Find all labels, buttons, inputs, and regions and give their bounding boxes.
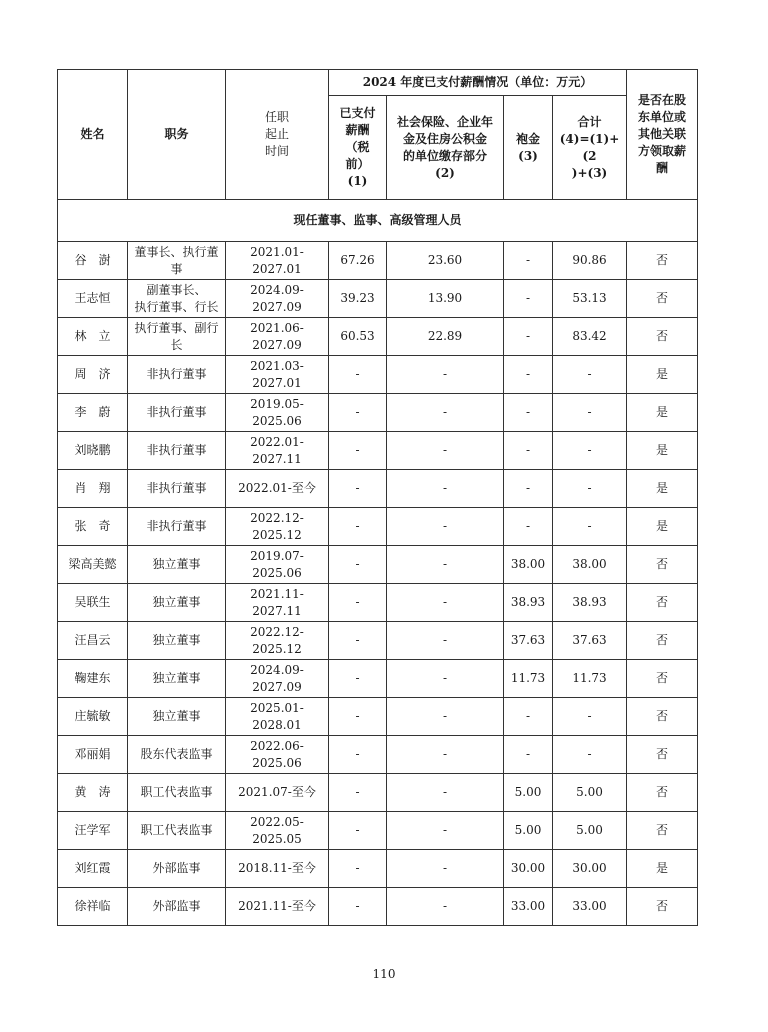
cell-position: 独立董事 bbox=[128, 546, 226, 584]
header-name: 姓名 bbox=[58, 70, 128, 200]
cell-salary: - bbox=[329, 698, 387, 736]
cell-position: 职工代表监事 bbox=[128, 812, 226, 850]
cell-name: 张 奇 bbox=[58, 508, 128, 546]
cell-salary: - bbox=[329, 850, 387, 888]
cell-term: 2025.01-2028.01 bbox=[226, 698, 329, 736]
cell-name: 李 蔚 bbox=[58, 394, 128, 432]
cell-insurance: - bbox=[387, 850, 504, 888]
cell-total: - bbox=[553, 470, 627, 508]
cell-term: 2022.01-2027.11 bbox=[226, 432, 329, 470]
cell-name: 邓丽娟 bbox=[58, 736, 128, 774]
cell-salary: - bbox=[329, 546, 387, 584]
cell-position: 执行董事、副行 长 bbox=[128, 318, 226, 356]
cell-total: 30.00 bbox=[553, 850, 627, 888]
cell-term: 2022.12-2025.12 bbox=[226, 508, 329, 546]
table-row bbox=[58, 318, 698, 356]
table-row bbox=[58, 280, 698, 318]
cell-total: 53.13 bbox=[553, 280, 627, 318]
header-fee: 袍金 (3) bbox=[504, 96, 553, 200]
cell-related: 否 bbox=[627, 774, 698, 812]
cell-related: 否 bbox=[627, 888, 698, 926]
cell-salary: - bbox=[329, 584, 387, 622]
cell-name: 周 济 bbox=[58, 356, 128, 394]
header-insurance: 社会保险、企业年 金及住房公积金 的单位缴存部分 (2) bbox=[387, 96, 504, 200]
cell-insurance: - bbox=[387, 470, 504, 508]
cell-fee: - bbox=[504, 698, 553, 736]
cell-term: 2021.03-2027.01 bbox=[226, 356, 329, 394]
cell-salary: - bbox=[329, 774, 387, 812]
cell-related: 是 bbox=[627, 432, 698, 470]
cell-position: 非执行董事 bbox=[128, 356, 226, 394]
table-row bbox=[58, 888, 698, 926]
cell-term: 2022.05-2025.05 bbox=[226, 812, 329, 850]
table-row bbox=[58, 470, 698, 508]
compensation-table bbox=[57, 69, 698, 926]
cell-position: 外部监事 bbox=[128, 850, 226, 888]
cell-salary: - bbox=[329, 622, 387, 660]
table-row bbox=[58, 242, 698, 280]
cell-position: 独立董事 bbox=[128, 698, 226, 736]
cell-salary: - bbox=[329, 356, 387, 394]
section-title: 现任董事、监事、高级管理人员 bbox=[58, 200, 698, 242]
cell-related: 是 bbox=[627, 356, 698, 394]
cell-name: 黄 涛 bbox=[58, 774, 128, 812]
table-row bbox=[58, 698, 698, 736]
cell-insurance: - bbox=[387, 698, 504, 736]
cell-name: 肖 翔 bbox=[58, 470, 128, 508]
cell-name: 刘晓鹏 bbox=[58, 432, 128, 470]
cell-salary: - bbox=[329, 736, 387, 774]
cell-salary: - bbox=[329, 888, 387, 926]
cell-position: 非执行董事 bbox=[128, 508, 226, 546]
cell-insurance: - bbox=[387, 394, 504, 432]
cell-fee: 30.00 bbox=[504, 850, 553, 888]
cell-position: 职工代表监事 bbox=[128, 774, 226, 812]
cell-insurance: - bbox=[387, 660, 504, 698]
cell-term: 2019.05-2025.06 bbox=[226, 394, 329, 432]
cell-name: 汪学军 bbox=[58, 812, 128, 850]
cell-salary: - bbox=[329, 432, 387, 470]
cell-fee: - bbox=[504, 356, 553, 394]
cell-total: - bbox=[553, 508, 627, 546]
cell-fee: - bbox=[504, 318, 553, 356]
cell-related: 否 bbox=[627, 546, 698, 584]
cell-term: 2021.07-至今 bbox=[226, 774, 329, 812]
cell-related: 否 bbox=[627, 242, 698, 280]
table-row bbox=[58, 394, 698, 432]
cell-fee: - bbox=[504, 394, 553, 432]
cell-term: 2021.11-2027.11 bbox=[226, 584, 329, 622]
cell-position: 外部监事 bbox=[128, 888, 226, 926]
cell-total: 38.93 bbox=[553, 584, 627, 622]
cell-total: - bbox=[553, 356, 627, 394]
cell-total: 38.00 bbox=[553, 546, 627, 584]
cell-salary: - bbox=[329, 394, 387, 432]
table-row bbox=[58, 508, 698, 546]
cell-related: 否 bbox=[627, 622, 698, 660]
table-row bbox=[58, 660, 698, 698]
header-term: 任职 起止 时间 bbox=[226, 70, 329, 200]
cell-total: 37.63 bbox=[553, 622, 627, 660]
cell-total: 83.42 bbox=[553, 318, 627, 356]
cell-related: 是 bbox=[627, 470, 698, 508]
cell-term: 2024.09-2027.09 bbox=[226, 280, 329, 318]
cell-position: 非执行董事 bbox=[128, 470, 226, 508]
cell-position: 董事长、执行董 事 bbox=[128, 242, 226, 280]
cell-fee: 38.93 bbox=[504, 584, 553, 622]
cell-total: 11.73 bbox=[553, 660, 627, 698]
cell-salary: - bbox=[329, 812, 387, 850]
cell-fee: - bbox=[504, 432, 553, 470]
cell-name: 刘红霞 bbox=[58, 850, 128, 888]
cell-name: 吴联生 bbox=[58, 584, 128, 622]
cell-total: - bbox=[553, 394, 627, 432]
cell-name: 王志恒 bbox=[58, 280, 128, 318]
cell-insurance: 22.89 bbox=[387, 318, 504, 356]
table-row bbox=[58, 736, 698, 774]
header-salary: 已支付 薪酬 （税 前） (1) bbox=[329, 96, 387, 200]
cell-position: 非执行董事 bbox=[128, 394, 226, 432]
cell-name: 梁高美懿 bbox=[58, 546, 128, 584]
table-row bbox=[58, 850, 698, 888]
cell-position: 副董事长、 执行董事、行长 bbox=[128, 280, 226, 318]
cell-insurance: - bbox=[387, 774, 504, 812]
cell-position: 非执行董事 bbox=[128, 432, 226, 470]
cell-related: 否 bbox=[627, 280, 698, 318]
cell-name: 汪昌云 bbox=[58, 622, 128, 660]
table-row bbox=[58, 812, 698, 850]
cell-name: 林 立 bbox=[58, 318, 128, 356]
cell-fee: 11.73 bbox=[504, 660, 553, 698]
cell-position: 独立董事 bbox=[128, 622, 226, 660]
cell-fee: - bbox=[504, 280, 553, 318]
cell-related: 是 bbox=[627, 850, 698, 888]
cell-total: 90.86 bbox=[553, 242, 627, 280]
cell-salary: 60.53 bbox=[329, 318, 387, 356]
table-row bbox=[58, 432, 698, 470]
cell-insurance: - bbox=[387, 356, 504, 394]
cell-salary: 67.26 bbox=[329, 242, 387, 280]
cell-total: 5.00 bbox=[553, 774, 627, 812]
cell-term: 2019.07-2025.06 bbox=[226, 546, 329, 584]
cell-name: 鞠建东 bbox=[58, 660, 128, 698]
cell-related: 否 bbox=[627, 318, 698, 356]
cell-related: 是 bbox=[627, 508, 698, 546]
cell-position: 独立董事 bbox=[128, 584, 226, 622]
cell-related: 否 bbox=[627, 736, 698, 774]
cell-fee: 5.00 bbox=[504, 774, 553, 812]
cell-insurance: - bbox=[387, 432, 504, 470]
cell-term: 2022.12-2025.12 bbox=[226, 622, 329, 660]
header-total: 合计 (4)=(1)+(2 )+(3) bbox=[553, 96, 627, 200]
cell-name: 徐祥临 bbox=[58, 888, 128, 926]
cell-insurance: 13.90 bbox=[387, 280, 504, 318]
cell-fee: - bbox=[504, 242, 553, 280]
cell-insurance: - bbox=[387, 736, 504, 774]
cell-related: 否 bbox=[627, 812, 698, 850]
cell-term: 2021.06-2027.09 bbox=[226, 318, 329, 356]
cell-term: 2022.01-至今 bbox=[226, 470, 329, 508]
cell-position: 独立董事 bbox=[128, 660, 226, 698]
cell-term: 2021.11-至今 bbox=[226, 888, 329, 926]
cell-name: 庄毓敏 bbox=[58, 698, 128, 736]
cell-total: - bbox=[553, 736, 627, 774]
cell-insurance: - bbox=[387, 508, 504, 546]
table-row bbox=[58, 622, 698, 660]
cell-insurance: - bbox=[387, 622, 504, 660]
cell-related: 否 bbox=[627, 660, 698, 698]
cell-salary: - bbox=[329, 470, 387, 508]
cell-salary: 39.23 bbox=[329, 280, 387, 318]
cell-name: 谷 澍 bbox=[58, 242, 128, 280]
cell-term: 2021.01-2027.01 bbox=[226, 242, 329, 280]
header-group-title: 2024 年度已支付薪酬情况（单位：万元） bbox=[329, 70, 627, 96]
cell-position: 股东代表监事 bbox=[128, 736, 226, 774]
table-row bbox=[58, 584, 698, 622]
table-row bbox=[58, 356, 698, 394]
cell-term: 2022.06-2025.06 bbox=[226, 736, 329, 774]
cell-total: 5.00 bbox=[553, 812, 627, 850]
cell-related: 是 bbox=[627, 394, 698, 432]
cell-insurance: 23.60 bbox=[387, 242, 504, 280]
page-number: 110 bbox=[372, 967, 396, 981]
cell-insurance: - bbox=[387, 888, 504, 926]
cell-related: 否 bbox=[627, 584, 698, 622]
cell-insurance: - bbox=[387, 584, 504, 622]
cell-fee: 5.00 bbox=[504, 812, 553, 850]
cell-insurance: - bbox=[387, 546, 504, 584]
cell-fee: 37.63 bbox=[504, 622, 553, 660]
cell-fee: 38.00 bbox=[504, 546, 553, 584]
cell-total: - bbox=[553, 432, 627, 470]
cell-fee: - bbox=[504, 736, 553, 774]
cell-salary: - bbox=[329, 508, 387, 546]
cell-term: 2018.11-至今 bbox=[226, 850, 329, 888]
cell-salary: - bbox=[329, 660, 387, 698]
table-row bbox=[58, 546, 698, 584]
cell-total: 33.00 bbox=[553, 888, 627, 926]
cell-total: - bbox=[553, 698, 627, 736]
cell-fee: - bbox=[504, 470, 553, 508]
header-related: 是否在股 东单位或 其他关联 方领取薪 酬 bbox=[627, 70, 698, 200]
cell-related: 否 bbox=[627, 698, 698, 736]
cell-fee: 33.00 bbox=[504, 888, 553, 926]
header-position: 职务 bbox=[128, 70, 226, 200]
table-row bbox=[58, 774, 698, 812]
cell-term: 2024.09-2027.09 bbox=[226, 660, 329, 698]
cell-fee: - bbox=[504, 508, 553, 546]
cell-insurance: - bbox=[387, 812, 504, 850]
